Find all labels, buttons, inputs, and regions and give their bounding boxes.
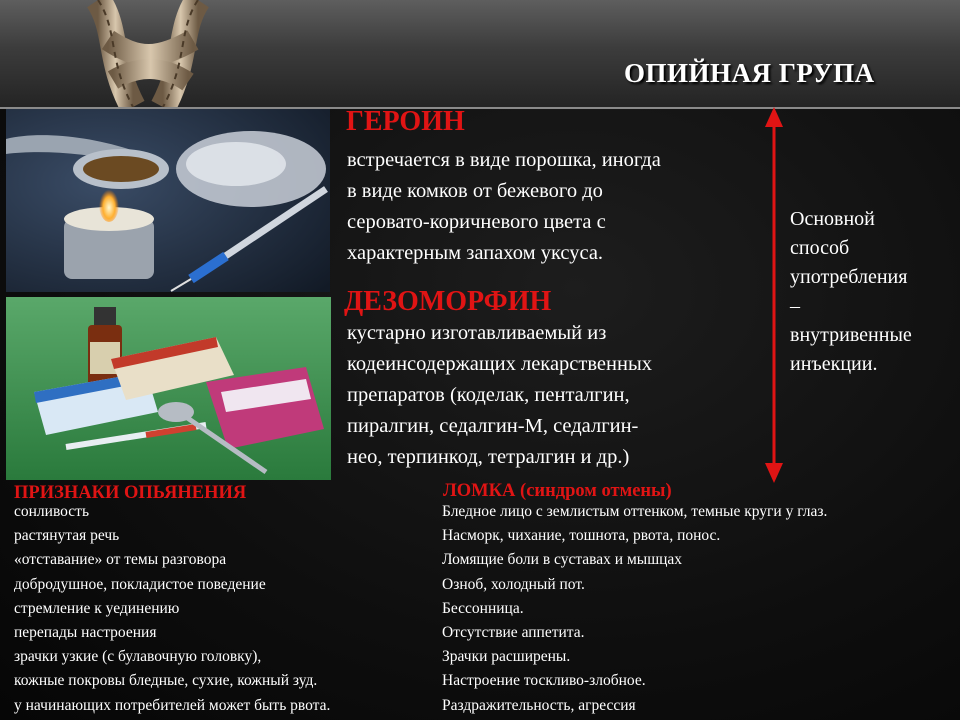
- list-item: добродушное, покладистое поведение: [14, 575, 266, 593]
- rope-knot-image: [78, 0, 218, 107]
- note-line: инъекции.: [790, 353, 878, 375]
- list-item: Настроение тоскливо-злобное.: [442, 672, 646, 690]
- intoxication-signs-title: ПРИЗНАКИ ОПЬЯНЕНИЯ: [14, 483, 247, 503]
- list-item: Раздражительность, агрессия: [442, 696, 636, 714]
- desomorphine-title: ДЕЗОМОРФИН: [344, 286, 552, 317]
- list-item: зрачки узкие (с булавочную головку),: [14, 648, 262, 666]
- note-line: способ: [790, 237, 850, 259]
- header-bar: [0, 0, 960, 109]
- note-line: употребления: [790, 266, 908, 288]
- heroin-line: характерным запахом уксуса.: [347, 242, 604, 264]
- heroin-description: [347, 145, 767, 269]
- desomorphine-photo: [6, 297, 331, 480]
- note-line: Основной: [790, 208, 875, 230]
- heroin-title: ГЕРОИН: [346, 106, 465, 137]
- withdrawal-title: ЛОМКА (синдром отмены): [443, 481, 672, 501]
- withdrawal-symptoms-list: [442, 500, 957, 718]
- list-item: перепады настроения: [14, 624, 157, 642]
- list-item: Зрачки расширены.: [442, 648, 571, 666]
- note-line: –: [790, 295, 800, 317]
- heroin-line: серовато-коричневого цвета с: [347, 211, 606, 233]
- list-item: Озноб, холодный пот.: [442, 575, 585, 593]
- list-item: растянутая речь: [14, 527, 120, 545]
- list-item: Ломящие боли в суставах и мышцах: [442, 551, 683, 569]
- heroin-line: встречается в виде порошка, иногда: [347, 149, 661, 171]
- desomorphine-line: нео, терпинкод, тетралгин и др.): [347, 446, 630, 468]
- usage-method-note: [790, 205, 950, 379]
- desomorphine-line: препаратов (коделак, пенталгин,: [347, 384, 630, 406]
- heroin-photo: [6, 109, 330, 292]
- desomorphine-line: пиралгин, седалгин-М, седалгин-: [347, 415, 639, 437]
- double-arrow-icon: [760, 105, 788, 485]
- list-item: Бессонница.: [442, 599, 524, 617]
- list-item: кожные покровы бледные, сухие, кожный зуд.: [14, 672, 318, 690]
- list-item: «отставание» от темы разговора: [14, 551, 227, 569]
- list-item: стремление к уединению: [14, 599, 180, 617]
- list-item: у начинающих потребителей может быть рвота.: [14, 696, 331, 714]
- slide-title: ОПИЙНАЯ ГРУПА: [624, 58, 875, 88]
- note-line: внутривенные: [790, 324, 912, 346]
- heroin-line: в виде комков от бежевого до: [347, 180, 603, 202]
- desomorphine-description: [347, 318, 767, 473]
- list-item: Насморк, чихание, тошнота, рвота, понос.: [442, 527, 721, 545]
- desomorphine-line: кустарно изготавливаемый из: [347, 322, 607, 344]
- list-item: Отсутствие аппетита.: [442, 624, 585, 642]
- intoxication-signs-list: [14, 500, 439, 718]
- list-item: сонливость: [14, 503, 90, 520]
- list-item: Бледное лицо с землистым оттенком, темные круги у глаз.: [442, 503, 828, 520]
- desomorphine-line: кодеинсодержащих лекарственных: [347, 353, 652, 375]
